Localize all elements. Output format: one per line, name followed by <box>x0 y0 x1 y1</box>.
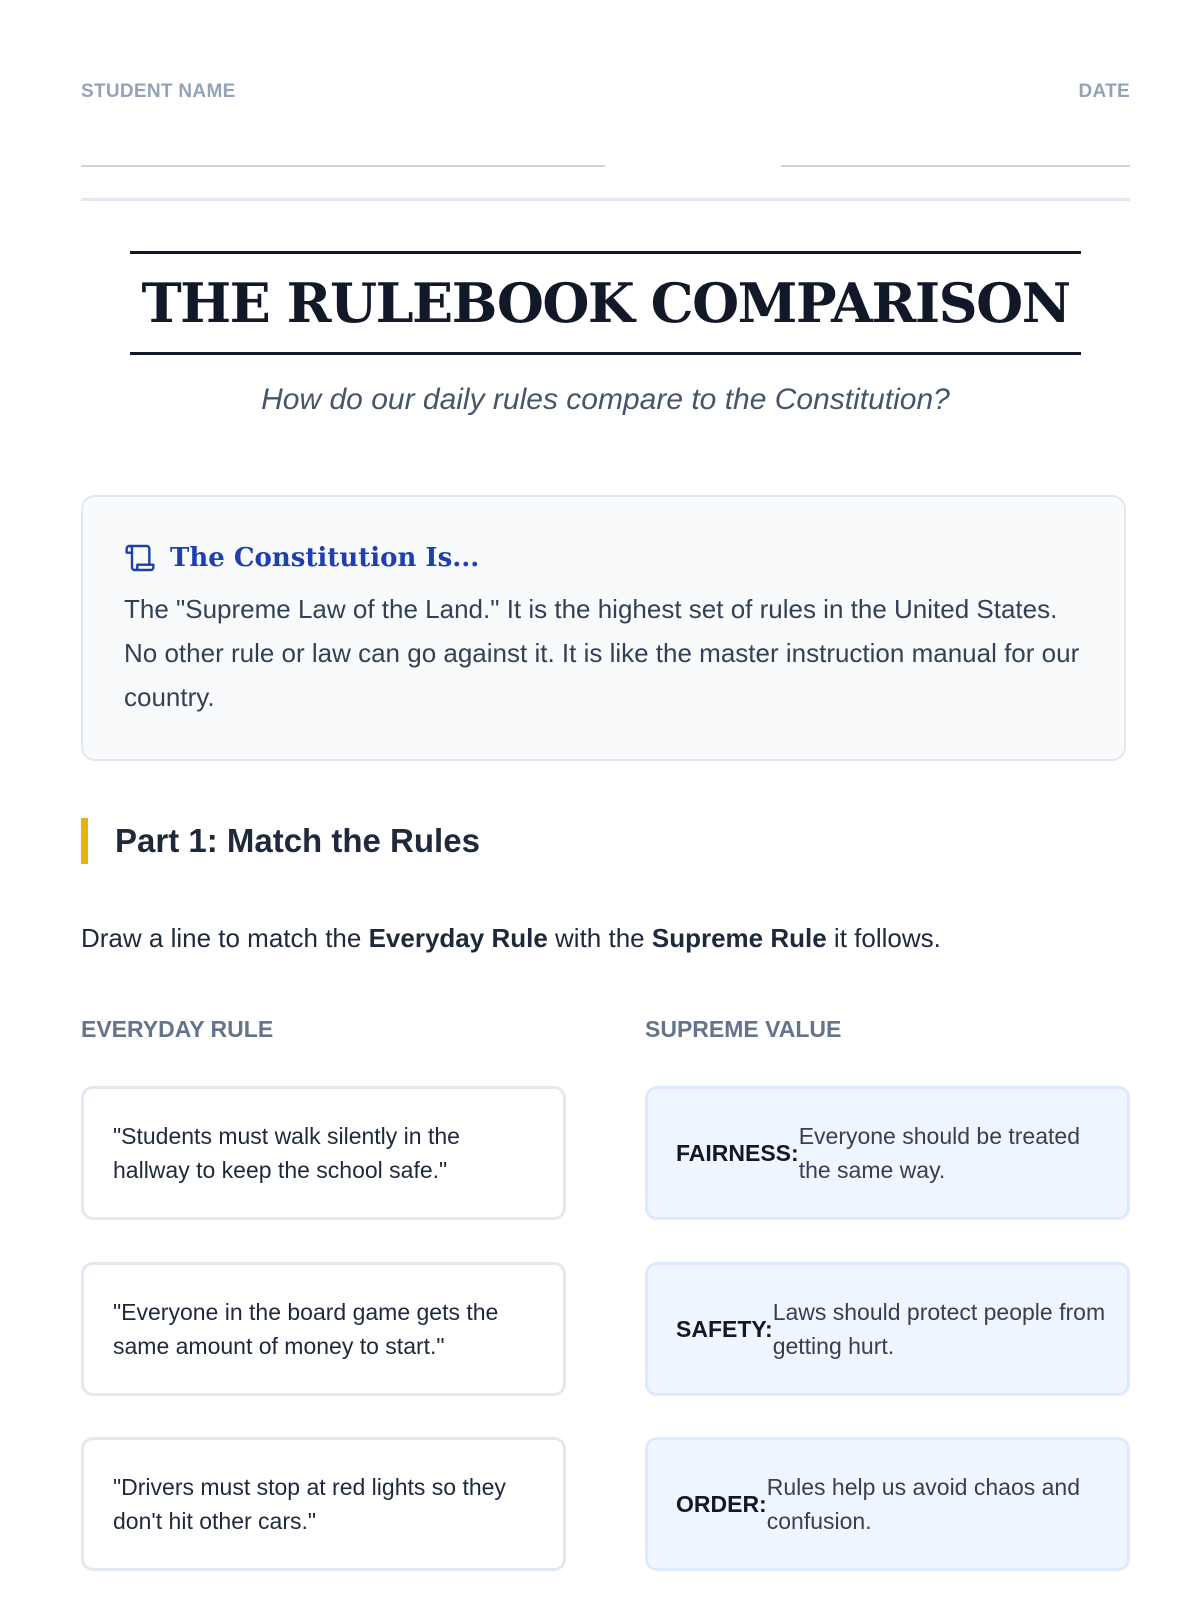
date-label: DATE <box>1078 81 1130 102</box>
supreme-value-description: Rules help us avoid chaos and confusion. <box>766 1474 1080 1534</box>
supreme-value-label: FAIRNESS: <box>676 1139 799 1166</box>
student-name-label: STUDENT NAME <box>81 81 236 102</box>
supreme-value-card-fairness[interactable] <box>645 1086 1130 1220</box>
everyday-rule-text: "Drivers must stop at red lights so they don't hit other cars." <box>113 1474 506 1534</box>
supreme-value-content <box>676 1265 1107 1393</box>
student-name-line[interactable] <box>81 165 605 167</box>
supreme-value-label: SAFETY: <box>676 1315 773 1342</box>
instructions-bold-supreme: Supreme Rule <box>651 923 827 953</box>
date-field[interactable] <box>781 80 1130 104</box>
everyday-rule-card[interactable] <box>81 1437 566 1571</box>
part1-instructions <box>81 920 1130 956</box>
scroll-icon <box>124 542 156 574</box>
header-fields <box>81 80 1130 201</box>
supreme-value-content <box>676 1089 1107 1217</box>
everyday-rule-card[interactable] <box>81 1086 566 1220</box>
instructions-bold-everyday: Everyday Rule <box>368 923 548 953</box>
instructions-mid: with the <box>547 923 652 953</box>
supreme-value-description: Everyone should be treated the same way. <box>798 1123 1080 1183</box>
instructions-pre: Draw a line to match the <box>81 923 369 953</box>
instructions-post: it follows. <box>826 923 941 953</box>
everyday-rule-text: "Students must walk silently in the hallway to keep the school safe." <box>113 1123 460 1183</box>
info-box-body: The "Supreme Law of the Land." It is the highest set of rules in the United States. No other rule or law can go against it. It is like the master instruction manual for our country. <box>124 594 1080 712</box>
supreme-value-card-safety[interactable] <box>645 1262 1130 1396</box>
supreme-value-content <box>676 1440 1107 1568</box>
page-title: THE RULEBOOK COMPARISON <box>141 271 1070 335</box>
everyday-rule-header: EVERYDAY RULE <box>81 1016 274 1042</box>
student-name-field[interactable] <box>81 80 605 104</box>
date-line[interactable] <box>781 165 1130 167</box>
page-subtitle: How do our daily rules compare to the Constitution? <box>261 383 950 416</box>
everyday-rule-card[interactable] <box>81 1262 566 1396</box>
supreme-value-label: ORDER: <box>676 1490 767 1517</box>
title-block <box>130 251 1081 355</box>
constitution-info-box <box>81 495 1126 761</box>
info-box-title: The Constitution Is... <box>170 543 480 573</box>
everyday-rule-text: "Everyone in the board game gets the same amount of money to start." <box>113 1299 499 1359</box>
supreme-value-card-order[interactable] <box>645 1437 1130 1571</box>
supreme-value-header: SUPREME VALUE <box>645 1016 842 1042</box>
part1-heading: Part 1: Match the Rules <box>81 818 480 864</box>
supreme-value-description: Laws should protect people from getting hurt. <box>772 1299 1106 1359</box>
info-box-header <box>124 541 479 575</box>
